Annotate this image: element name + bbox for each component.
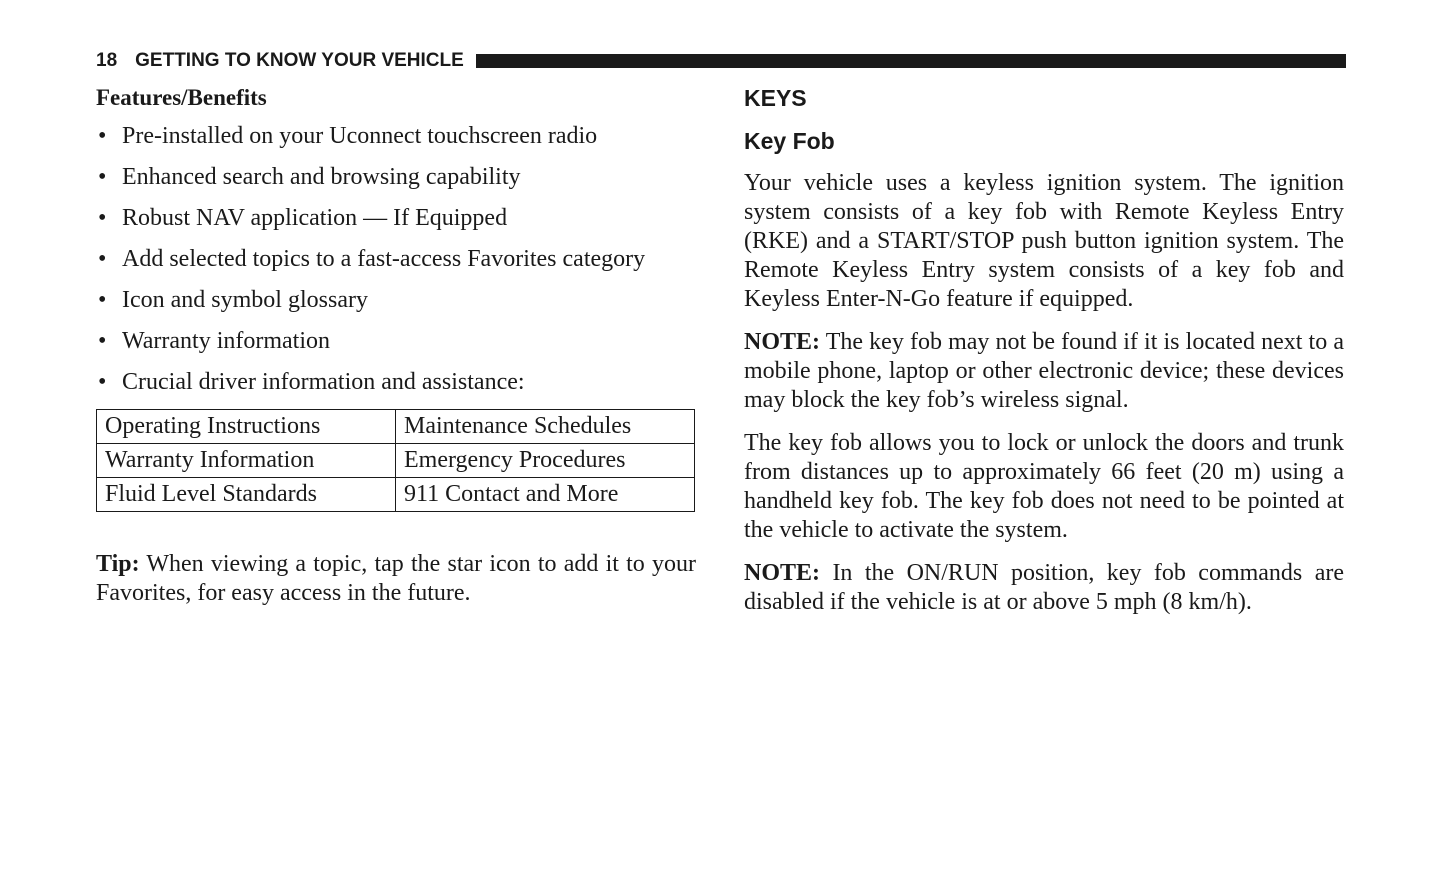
list-item: • Warranty information [96,327,696,355]
table-row [97,478,695,512]
list-item: • Add selected topics to a fast-access Favorites category [96,245,696,273]
header-rule [476,54,1346,68]
list-item: • Robust NAV application — If Equipped [96,204,696,232]
table-cell: Maintenance Schedules [396,410,695,444]
table-row [97,410,695,444]
table-row [97,444,695,478]
note-paragraph-1 [744,328,1344,415]
features-heading: Features/Benefits [96,85,267,110]
tip-paragraph [96,550,696,608]
table-cell: Fluid Level Standards [97,478,396,512]
tip-text: When viewing a topic, tap the star icon to add it to your Favorites, for easy access in the future. [96,551,696,606]
table-cell: Warranty Information [97,444,396,478]
section-title: GETTING TO KNOW YOUR VEHICLE [135,50,464,71]
range-paragraph: The key fob allows you to lock or unlock the doors and trunk from distances up to approximately 66 feet (20 m) using a handheld key fob. The key fob does not need to be pointed at the vehicle to activate the system. [744,430,1344,543]
note-text: The key fob may not be found if it is located next to a mobile phone, laptop or other electronic device; these devices may block the key fob’s wireless signal. [744,329,1344,413]
list-item: • Enhanced search and browsing capability [96,163,696,191]
note-label: NOTE: [744,329,821,355]
list-item: • Icon and symbol glossary [96,286,696,314]
keys-heading: KEYS [744,85,807,111]
left-column [96,84,696,608]
key-fob-heading: Key Fob [744,128,835,154]
features-list [96,122,696,396]
tip-label: Tip: [96,551,140,577]
list-item: • Crucial driver information and assistance: [96,368,696,396]
key-fob-paragraph: Your vehicle uses a keyless ignition system. The ignition system consists of a key fob with Remote Keyless Entry (RKE) and a START/STOP push button ignition system. The Remote Keyless Entry system consists of a key fob and Keyless Enter-N-Go feature if equipped. [744,170,1344,312]
list-item: • Pre-installed on your Uconnect touchscreen radio [96,122,696,150]
note-paragraph-2 [744,559,1344,617]
note-text: In the ON/RUN position, key fob commands are disabled if the vehicle is at or above 5 mph (8 km/h). [744,560,1344,615]
table-cell: 911 Contact and More [396,478,695,512]
table-cell: Emergency Procedures [396,444,695,478]
page-header [96,50,1346,72]
right-column [744,84,1344,617]
topics-table [96,409,695,512]
note-label: NOTE: [744,560,821,586]
table-cell: Operating Instructions [97,410,396,444]
page-number: 18 [96,50,118,71]
